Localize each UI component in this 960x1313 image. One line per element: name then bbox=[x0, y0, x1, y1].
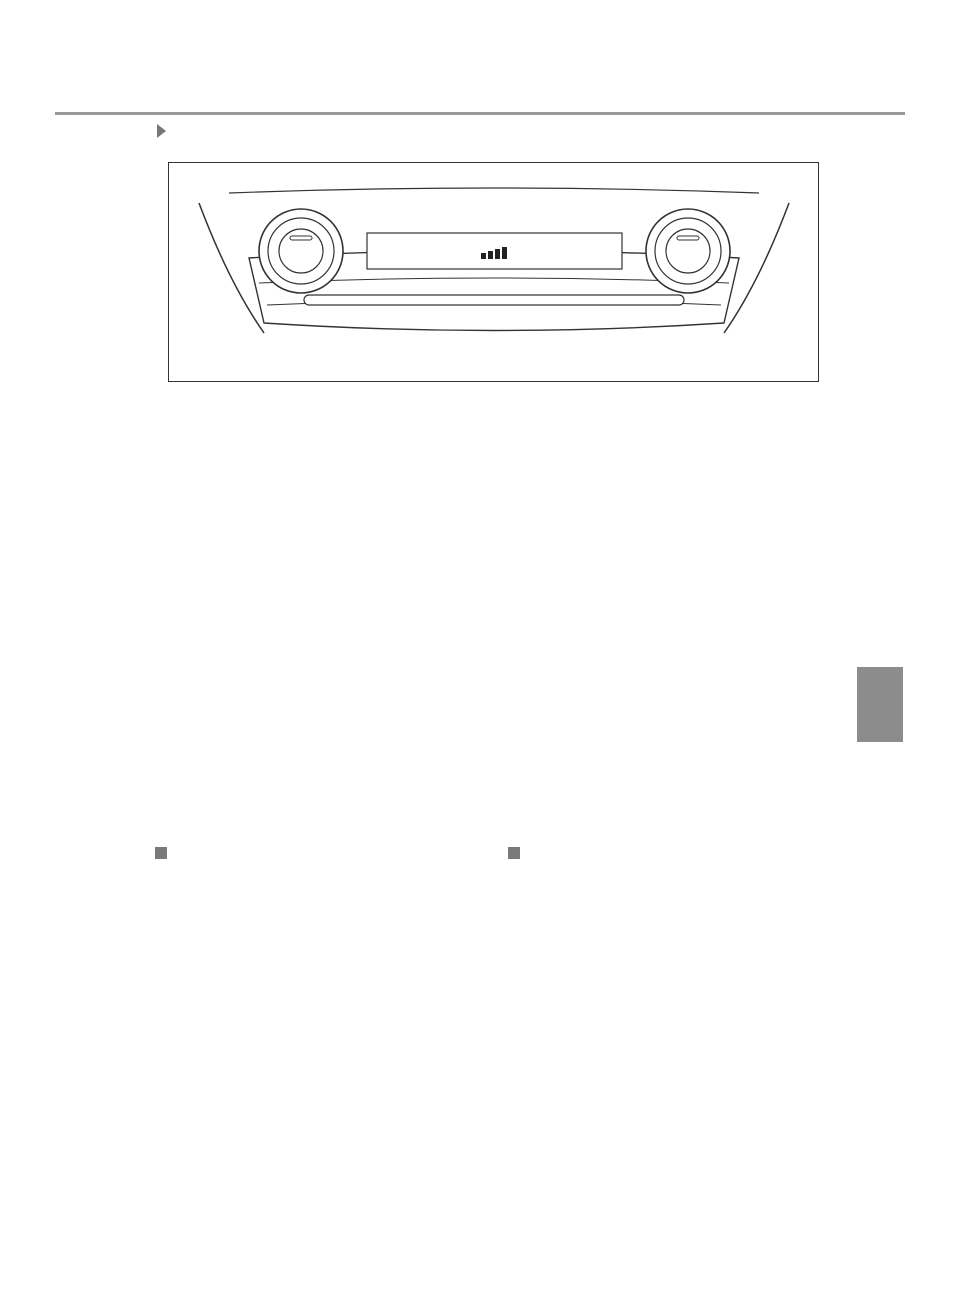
square-bullet-icon bbox=[155, 847, 167, 859]
section-fan bbox=[508, 842, 828, 868]
square-bullet-icon bbox=[508, 847, 520, 859]
climate-panel-diagram bbox=[169, 163, 820, 383]
climate-panel-figure bbox=[168, 162, 819, 382]
section-fan-title bbox=[508, 842, 828, 859]
display-screen bbox=[367, 233, 622, 269]
section-temperature bbox=[155, 842, 475, 868]
header-divider bbox=[55, 112, 905, 115]
chapter-tab bbox=[857, 667, 903, 742]
variant-heading bbox=[157, 124, 174, 138]
triangle-bullet-icon bbox=[157, 124, 166, 138]
section-temperature-title bbox=[155, 842, 475, 859]
